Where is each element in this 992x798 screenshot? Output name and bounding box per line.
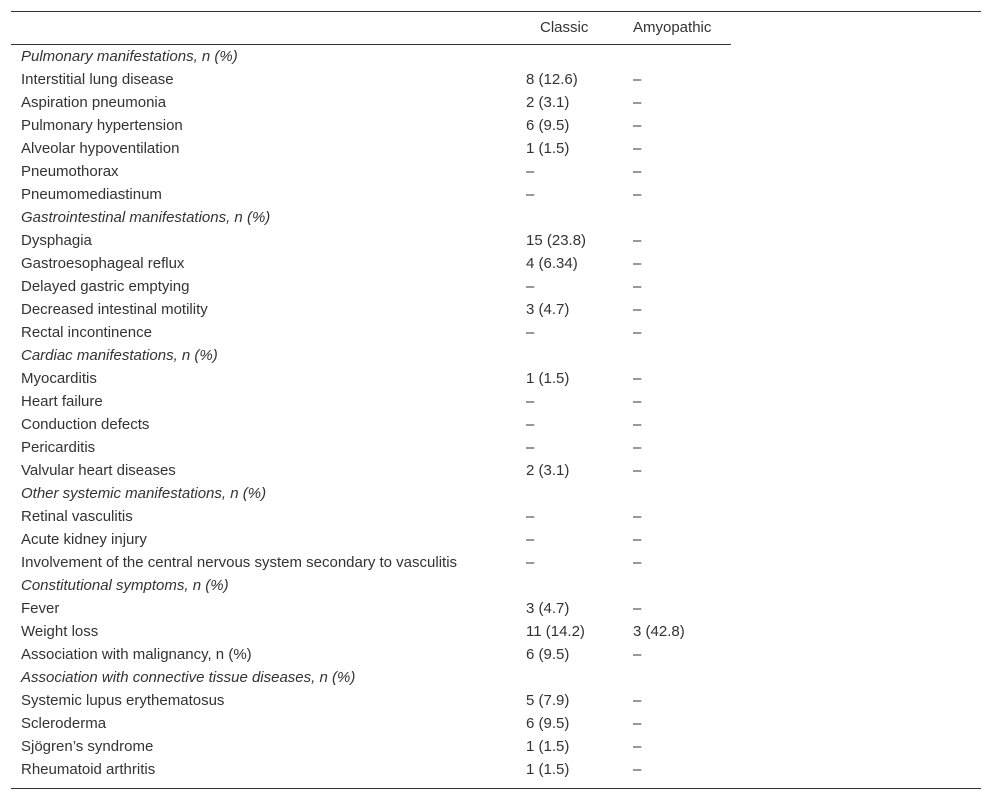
amyopathic-value: –: [633, 646, 642, 663]
classic-value: –: [526, 416, 535, 433]
amyopathic-value: –: [633, 600, 642, 617]
row-label: Acute kidney injury: [21, 531, 147, 548]
table-row: [11, 413, 981, 436]
classic-value: 6 (9.5): [526, 117, 570, 134]
table-row: [11, 505, 981, 528]
classic-value: –: [526, 393, 535, 410]
section-header-row: [11, 574, 981, 597]
row-label: Heart failure: [21, 393, 103, 410]
classic-value: 3 (4.7): [526, 301, 570, 318]
row-label: Fever: [21, 600, 60, 617]
amyopathic-value: –: [633, 462, 642, 479]
classic-value: 6 (9.5): [526, 646, 570, 663]
amyopathic-value: –: [633, 393, 642, 410]
amyopathic-value: –: [633, 324, 642, 341]
row-label: Dysphagia: [21, 232, 92, 249]
amyopathic-value: –: [633, 761, 642, 778]
table-row: [11, 183, 981, 206]
table-row: [11, 367, 981, 390]
row-label: Retinal vasculitis: [21, 508, 133, 525]
row-label: Aspiration pneumonia: [21, 94, 167, 111]
table-row: [11, 436, 981, 459]
row-label: Pneumothorax: [21, 163, 119, 180]
amyopathic-value: –: [633, 715, 642, 732]
table-header: [11, 12, 731, 45]
classic-value: –: [526, 531, 535, 548]
table-row: [11, 459, 981, 482]
column-header-classic: Classic: [540, 19, 589, 36]
table-row: [11, 252, 981, 275]
row-label: Valvular heart diseases: [21, 462, 176, 479]
table-row: [11, 597, 981, 620]
row-label: Pulmonary hypertension: [21, 117, 183, 134]
row-label: Rheumatoid arthritis: [21, 761, 156, 778]
classic-value: 1 (1.5): [526, 140, 570, 157]
row-label: Pericarditis: [21, 439, 96, 456]
table-row: [11, 620, 981, 643]
amyopathic-value: –: [633, 117, 642, 134]
table-row: [11, 528, 981, 551]
table-row: [11, 275, 981, 298]
classic-value: –: [526, 186, 535, 203]
classic-value: 1 (1.5): [526, 370, 570, 387]
row-label: Weight loss: [21, 623, 99, 640]
section-label: Other systemic manifestations, n (%): [21, 485, 267, 502]
classic-value: 4 (6.34): [526, 255, 578, 272]
classic-value: 11 (14.2): [526, 623, 585, 640]
amyopathic-value: –: [633, 692, 642, 709]
classic-value: –: [526, 278, 535, 295]
classic-value: 2 (3.1): [526, 94, 570, 111]
classic-value: 8 (12.6): [526, 71, 578, 88]
row-label: Myocarditis: [21, 370, 97, 387]
row-label: Gastroesophageal reflux: [21, 255, 185, 272]
table-row: [11, 91, 981, 114]
amyopathic-value: –: [633, 278, 642, 295]
table-row: [11, 758, 981, 781]
section-label: Constitutional symptoms, n (%): [21, 577, 229, 594]
table-row: [11, 390, 981, 413]
classic-value: 1 (1.5): [526, 738, 570, 755]
classic-value: –: [526, 163, 535, 180]
row-label: Involvement of the central nervous system secondary to vasculitis: [21, 554, 458, 571]
row-label: Alveolar hypoventilation: [21, 140, 180, 157]
data-table: [11, 11, 981, 789]
classic-value: 3 (4.7): [526, 600, 570, 617]
amyopathic-value: –: [633, 531, 642, 548]
section-header-row: [11, 666, 981, 689]
table-row: [11, 735, 981, 758]
amyopathic-value: –: [633, 71, 642, 88]
table-body: [11, 45, 981, 781]
table-row: [11, 160, 981, 183]
row-label: Scleroderma: [21, 715, 107, 732]
amyopathic-value: –: [633, 94, 642, 111]
classic-value: 5 (7.9): [526, 692, 570, 709]
amyopathic-value: 3 (42.8): [633, 623, 685, 640]
classic-value: –: [526, 508, 535, 525]
table-row: [11, 643, 981, 666]
classic-value: –: [526, 324, 535, 341]
classic-value: 15 (23.8): [526, 232, 587, 249]
section-header-row: [11, 344, 981, 367]
section-header-row: [11, 45, 981, 68]
section-label: Gastrointestinal manifestations, n (%): [21, 209, 271, 226]
classic-value: –: [526, 554, 535, 571]
amyopathic-value: –: [633, 232, 642, 249]
table-row: [11, 137, 981, 160]
amyopathic-value: –: [633, 186, 642, 203]
amyopathic-value: –: [633, 255, 642, 272]
row-label: Decreased intestinal motility: [21, 301, 208, 318]
classic-value: 1 (1.5): [526, 761, 570, 778]
row-label: Systemic lupus erythematosus: [21, 692, 225, 709]
table-row: [11, 229, 981, 252]
row-label: Rectal incontinence: [21, 324, 152, 341]
table-row: [11, 551, 981, 574]
row-label: Conduction defects: [21, 416, 150, 433]
amyopathic-value: –: [633, 301, 642, 318]
row-label: Delayed gastric emptying: [21, 278, 190, 295]
classic-value: 6 (9.5): [526, 715, 570, 732]
amyopathic-value: –: [633, 439, 642, 456]
amyopathic-value: –: [633, 554, 642, 571]
amyopathic-value: –: [633, 140, 642, 157]
section-label: Association with connective tissue diseases, n (%): [21, 669, 356, 686]
amyopathic-value: –: [633, 738, 642, 755]
section-label: Pulmonary manifestations, n (%): [21, 48, 238, 65]
column-header-amyopathic: Amyopathic: [633, 19, 712, 36]
amyopathic-value: –: [633, 163, 642, 180]
table-row: [11, 68, 981, 91]
table-row: [11, 689, 981, 712]
table-row: [11, 321, 981, 344]
row-label: Pneumomediastinum: [21, 186, 162, 203]
classic-value: 2 (3.1): [526, 462, 570, 479]
table-row: [11, 298, 981, 321]
amyopathic-value: –: [633, 370, 642, 387]
table-row: [11, 712, 981, 735]
section-header-row: [11, 206, 981, 229]
section-header-row: [11, 482, 981, 505]
amyopathic-value: –: [633, 416, 642, 433]
table-row: [11, 114, 981, 137]
row-label: Interstitial lung disease: [21, 71, 174, 88]
section-label: Cardiac manifestations, n (%): [21, 347, 218, 364]
row-label: Association with malignancy, n (%): [21, 646, 252, 663]
amyopathic-value: –: [633, 508, 642, 525]
row-label: Sjögren’s syndrome: [21, 738, 154, 755]
classic-value: –: [526, 439, 535, 456]
